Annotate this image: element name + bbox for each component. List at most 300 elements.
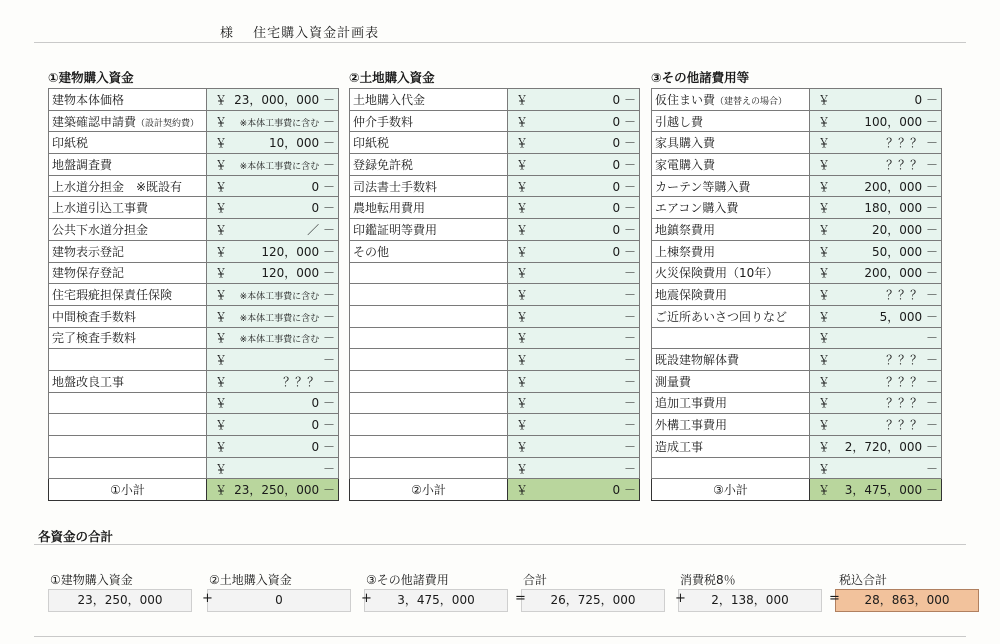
amount-wrapper bbox=[886, 156, 938, 173]
yen-symbol: ￥ bbox=[516, 418, 529, 433]
amount-wrapper bbox=[312, 199, 335, 216]
yen-symbol: ￥ bbox=[818, 309, 831, 324]
item-label-cell bbox=[652, 370, 810, 392]
summary-value: 3，475，000 bbox=[364, 589, 508, 612]
amount-dash: － bbox=[925, 374, 938, 389]
amount-dash: － bbox=[623, 266, 636, 281]
amount-wrapper bbox=[620, 460, 636, 477]
table-row bbox=[652, 110, 942, 132]
amount-cell bbox=[810, 240, 942, 262]
item-label-cell bbox=[49, 110, 207, 132]
item-label: カーテン等購入費 bbox=[655, 179, 751, 194]
yen-symbol: ￥ bbox=[215, 114, 228, 129]
yen-symbol: ￥ bbox=[516, 114, 529, 129]
item-label: エアコン購入費 bbox=[655, 201, 739, 216]
amount-dash: － bbox=[623, 157, 636, 172]
item-label: 地鎮祭費用 bbox=[655, 222, 716, 237]
amount-wrapper bbox=[620, 394, 636, 411]
item-label-cell bbox=[652, 349, 810, 371]
item-label-cell bbox=[49, 262, 207, 284]
amount-dash: － bbox=[322, 157, 335, 172]
amount-cell bbox=[810, 349, 942, 371]
amount-cell bbox=[508, 392, 640, 414]
amount-cell bbox=[810, 262, 942, 284]
yen-symbol: ￥ bbox=[818, 244, 831, 259]
table-row bbox=[49, 392, 339, 414]
yen-symbol: ￥ bbox=[215, 374, 228, 389]
amount-dash: － bbox=[322, 114, 335, 129]
plus-sign: + bbox=[675, 591, 686, 606]
amount-value: 200，000 bbox=[864, 179, 923, 194]
amount-wrapper bbox=[886, 416, 938, 433]
amount-dash: － bbox=[925, 288, 938, 303]
table-row bbox=[49, 219, 339, 241]
amount-wrapper bbox=[283, 373, 335, 390]
yen-symbol: ￥ bbox=[516, 331, 529, 346]
amount-dash: － bbox=[925, 92, 938, 107]
item-label-cell bbox=[652, 327, 810, 349]
amount-wrapper bbox=[613, 178, 636, 195]
yen-symbol: ￥ bbox=[215, 266, 228, 281]
yen-symbol: ￥ bbox=[516, 374, 529, 389]
table-row bbox=[652, 197, 942, 219]
item-label-cell bbox=[49, 132, 207, 154]
amount-value: 10，000 bbox=[268, 136, 320, 151]
amount-dash: － bbox=[623, 114, 636, 129]
item-label: 印鑑証明等費用 bbox=[353, 222, 438, 237]
table-row bbox=[652, 436, 942, 458]
table-row bbox=[350, 305, 640, 327]
amount-cell bbox=[810, 175, 942, 197]
item-label-cell bbox=[652, 436, 810, 458]
table-row bbox=[350, 175, 640, 197]
amount-dash: － bbox=[925, 114, 938, 129]
section-title: ①建物購入資金 bbox=[48, 70, 134, 85]
amount-wrapper bbox=[312, 394, 335, 411]
amount-dash: － bbox=[322, 201, 335, 216]
amount-value: 120，000 bbox=[261, 244, 320, 259]
amount-wrapper bbox=[620, 416, 636, 433]
item-label-cell bbox=[652, 414, 810, 436]
item-label-cell bbox=[49, 305, 207, 327]
page-title bbox=[220, 22, 379, 41]
amount-value: 20，000 bbox=[871, 222, 923, 237]
amount-cell bbox=[508, 89, 640, 111]
item-label: 造成工事 bbox=[655, 439, 704, 454]
item-label-cell bbox=[49, 457, 207, 479]
item-label-cell bbox=[49, 284, 207, 306]
yen-symbol: ￥ bbox=[818, 114, 831, 129]
item-label-note: （建替えの場合） bbox=[715, 96, 788, 107]
amount-wrapper bbox=[886, 351, 938, 368]
table-row bbox=[350, 240, 640, 262]
item-label-cell bbox=[350, 132, 508, 154]
table-row bbox=[350, 110, 640, 132]
subtotal-value-cell bbox=[207, 479, 339, 501]
yen-symbol: ￥ bbox=[818, 461, 831, 476]
table-row bbox=[350, 327, 640, 349]
amount-dash: － bbox=[925, 201, 938, 216]
amount-wrapper bbox=[613, 199, 636, 216]
amount-value: 0 bbox=[612, 222, 621, 237]
yen-symbol: ￥ bbox=[215, 222, 228, 237]
table-row bbox=[652, 219, 942, 241]
table-row bbox=[350, 392, 640, 414]
amount-cell bbox=[508, 197, 640, 219]
amount-dash: － bbox=[925, 483, 938, 498]
amount-dash: － bbox=[925, 222, 938, 237]
amount-value: 0 bbox=[612, 114, 621, 129]
amount-dash: － bbox=[322, 288, 335, 303]
amount-dash: － bbox=[623, 136, 636, 151]
amount-cell bbox=[207, 132, 339, 154]
yen-symbol: ￥ bbox=[818, 222, 831, 237]
amount-wrapper bbox=[613, 91, 636, 108]
table-row bbox=[49, 327, 339, 349]
amount-dash: － bbox=[623, 374, 636, 389]
amount-cell bbox=[508, 305, 640, 327]
amount-dash: － bbox=[322, 309, 335, 324]
amount-value: ？？？ bbox=[283, 374, 320, 389]
equals-sign: = bbox=[515, 591, 526, 606]
summary-label: 合計 bbox=[523, 573, 548, 587]
amount-wrapper bbox=[613, 134, 636, 151]
yen-symbol: ￥ bbox=[818, 396, 831, 411]
amount-wrapper bbox=[613, 481, 636, 498]
amount-dash: － bbox=[322, 396, 335, 411]
summary-label: ①建物購入資金 bbox=[50, 573, 133, 587]
amount-wrapper bbox=[620, 351, 636, 368]
plus-sign: + bbox=[361, 591, 372, 606]
amount-dash: － bbox=[623, 222, 636, 237]
amount-cell bbox=[508, 219, 640, 241]
amount-dash: － bbox=[623, 439, 636, 454]
yen-symbol: ￥ bbox=[818, 374, 831, 389]
amount-cell bbox=[810, 414, 942, 436]
item-label-cell bbox=[652, 132, 810, 154]
amount-dash: － bbox=[322, 179, 335, 194]
item-label-cell bbox=[652, 262, 810, 284]
table-row bbox=[49, 349, 339, 371]
item-label-cell bbox=[350, 175, 508, 197]
table-row bbox=[652, 327, 942, 349]
item-label: 土地購入代金 bbox=[353, 92, 426, 107]
amount-cell bbox=[810, 305, 942, 327]
amount-dash: － bbox=[925, 179, 938, 194]
item-label: 家電購入費 bbox=[655, 157, 716, 172]
amount-cell bbox=[207, 305, 339, 327]
item-label-cell bbox=[49, 349, 207, 371]
amount-value: 0 bbox=[311, 439, 320, 454]
amount-value: 2，720，000 bbox=[844, 439, 923, 454]
item-label-cell bbox=[652, 392, 810, 414]
item-label-cell bbox=[49, 154, 207, 176]
item-label: 既設建物解体費 bbox=[655, 353, 740, 368]
table-row bbox=[49, 370, 339, 392]
item-label: ②小計 bbox=[411, 483, 446, 498]
amount-wrapper bbox=[234, 481, 335, 498]
amount-value: 0 bbox=[914, 92, 923, 107]
amount-cell bbox=[207, 89, 339, 111]
amount-wrapper bbox=[312, 438, 335, 455]
yen-symbol: ￥ bbox=[818, 266, 831, 281]
amount-wrapper bbox=[261, 243, 335, 260]
footer-divider bbox=[34, 636, 966, 637]
amount-wrapper bbox=[240, 156, 335, 173]
amount-dash: － bbox=[322, 222, 335, 237]
subtotal-label bbox=[652, 479, 810, 501]
amount-dash: － bbox=[925, 244, 938, 259]
subtotal-row bbox=[652, 479, 942, 501]
amount-value: 0 bbox=[612, 483, 621, 498]
table-row bbox=[350, 154, 640, 176]
item-label-cell bbox=[49, 414, 207, 436]
table-row bbox=[652, 305, 942, 327]
amount-wrapper bbox=[620, 329, 636, 346]
item-label-cell bbox=[350, 284, 508, 306]
amount-wrapper bbox=[620, 308, 636, 325]
amount-dash: － bbox=[925, 418, 938, 433]
item-label: その他 bbox=[353, 244, 390, 259]
amount-dash: － bbox=[623, 92, 636, 107]
amount-dash: － bbox=[322, 266, 335, 281]
amount-cell bbox=[508, 327, 640, 349]
amount-dash: － bbox=[623, 244, 636, 259]
amount-dash: － bbox=[623, 461, 636, 476]
amount-wrapper bbox=[922, 329, 938, 346]
item-label-cell bbox=[350, 349, 508, 371]
item-label-cell bbox=[350, 436, 508, 458]
yen-symbol: ￥ bbox=[516, 461, 529, 476]
amount-cell bbox=[207, 219, 339, 241]
summary-value: 2，138，000 bbox=[678, 589, 822, 612]
item-label-cell bbox=[350, 262, 508, 284]
amount-cell bbox=[810, 154, 942, 176]
title-text: 住宅購入資金計画表 bbox=[253, 26, 380, 41]
subtotal-row bbox=[49, 479, 339, 501]
subtotal-value-cell bbox=[508, 479, 640, 501]
yen-symbol: ￥ bbox=[818, 353, 831, 368]
item-label-cell bbox=[49, 175, 207, 197]
item-label-cell bbox=[49, 219, 207, 241]
item-label-cell bbox=[652, 284, 810, 306]
grand-total-value: 28，863，000 bbox=[835, 589, 979, 612]
item-label: 建築確認申請費 bbox=[52, 114, 137, 129]
item-label: 司法書士手数料 bbox=[353, 179, 438, 194]
amount-wrapper bbox=[307, 221, 335, 238]
amount-wrapper bbox=[864, 199, 938, 216]
summary-label: ②土地購入資金 bbox=[209, 573, 292, 587]
item-label-cell bbox=[652, 457, 810, 479]
item-label-cell bbox=[350, 392, 508, 414]
amount-cell bbox=[508, 175, 640, 197]
amount-note: ※本体工事費に含む bbox=[239, 335, 320, 346]
amount-wrapper bbox=[240, 329, 335, 346]
table-row bbox=[350, 89, 640, 111]
yen-symbol: ￥ bbox=[516, 92, 529, 107]
amount-value: 0 bbox=[311, 396, 320, 411]
item-label-cell bbox=[49, 89, 207, 111]
amount-value: ？？？ bbox=[886, 353, 923, 368]
item-label: ①小計 bbox=[110, 483, 145, 498]
table-row bbox=[350, 436, 640, 458]
item-label-cell bbox=[350, 219, 508, 241]
yen-symbol: ￥ bbox=[818, 331, 831, 346]
amount-dash: － bbox=[322, 353, 335, 368]
yen-symbol: ￥ bbox=[516, 244, 529, 259]
table-row bbox=[49, 132, 339, 154]
table-row bbox=[652, 89, 942, 111]
item-label: 引越し費 bbox=[655, 114, 704, 129]
yen-symbol: ￥ bbox=[215, 201, 228, 216]
amount-wrapper bbox=[261, 264, 335, 281]
amount-cell bbox=[207, 457, 339, 479]
yen-symbol: ￥ bbox=[215, 244, 228, 259]
amount-dash: － bbox=[623, 483, 636, 498]
yen-symbol: ￥ bbox=[215, 439, 228, 454]
amount-dash: － bbox=[322, 374, 335, 389]
amount-dash: － bbox=[925, 396, 938, 411]
yen-symbol: ￥ bbox=[215, 288, 228, 303]
amount-value: ／ bbox=[307, 222, 320, 237]
table-row bbox=[652, 284, 942, 306]
amount-cell bbox=[508, 110, 640, 132]
summary-value: 0 bbox=[207, 589, 351, 612]
table-row bbox=[49, 175, 339, 197]
amount-dash: － bbox=[322, 136, 335, 151]
amount-cell bbox=[508, 436, 640, 458]
amount-dash: － bbox=[925, 266, 938, 281]
summary-label: 税込合計 bbox=[839, 573, 888, 587]
amount-wrapper bbox=[886, 134, 938, 151]
amount-note: ※本体工事費に含む bbox=[239, 292, 320, 303]
plus-sign: + bbox=[202, 591, 213, 606]
item-label: 住宅瑕疵担保責任保険 bbox=[52, 288, 173, 303]
item-label: 上棟祭費用 bbox=[655, 244, 716, 259]
table-row bbox=[652, 154, 942, 176]
amount-dash: － bbox=[925, 439, 938, 454]
table-row bbox=[350, 284, 640, 306]
amount-cell bbox=[508, 262, 640, 284]
amount-wrapper bbox=[240, 286, 335, 303]
table-row bbox=[49, 436, 339, 458]
amount-wrapper bbox=[845, 481, 938, 498]
amount-wrapper bbox=[886, 373, 938, 390]
yen-symbol: ￥ bbox=[516, 222, 529, 237]
amount-cell bbox=[207, 327, 339, 349]
yen-symbol: ￥ bbox=[818, 157, 831, 172]
table-row bbox=[49, 305, 339, 327]
item-label: 建物保存登記 bbox=[52, 266, 125, 281]
item-label: 地盤調査費 bbox=[52, 157, 113, 172]
amount-value: 0 bbox=[612, 244, 621, 259]
amount-value: 5，000 bbox=[879, 309, 923, 324]
item-label-cell bbox=[652, 240, 810, 262]
table-row bbox=[350, 349, 640, 371]
item-label-cell bbox=[49, 327, 207, 349]
table-row bbox=[652, 132, 942, 154]
amount-dash: － bbox=[322, 244, 335, 259]
item-label: 家具購入費 bbox=[655, 136, 716, 151]
amount-cell bbox=[207, 370, 339, 392]
item-label: 追加工事費用 bbox=[655, 396, 728, 411]
amount-wrapper bbox=[234, 91, 335, 108]
item-label: 建物表示登記 bbox=[52, 244, 125, 259]
amount-value: ？？？ bbox=[886, 157, 923, 172]
yen-symbol: ￥ bbox=[516, 157, 529, 172]
amount-value: 180，000 bbox=[864, 201, 923, 216]
item-label-cell bbox=[652, 305, 810, 327]
item-label-cell bbox=[49, 197, 207, 219]
table-row bbox=[652, 240, 942, 262]
amount-dash: － bbox=[623, 418, 636, 433]
amount-value: 0 bbox=[612, 201, 621, 216]
yen-symbol: ￥ bbox=[215, 157, 228, 172]
table-row bbox=[652, 349, 942, 371]
amount-value: 0 bbox=[311, 201, 320, 216]
amount-dash: － bbox=[322, 461, 335, 476]
yen-symbol: ￥ bbox=[215, 353, 228, 368]
amount-note: ※本体工事費に含む bbox=[239, 313, 320, 324]
amount-note: ※本体工事費に含む bbox=[239, 161, 320, 172]
amount-dash: － bbox=[623, 288, 636, 303]
amount-wrapper bbox=[240, 113, 335, 130]
amount-dash: － bbox=[623, 309, 636, 324]
yen-symbol: ￥ bbox=[516, 179, 529, 194]
yen-symbol: ￥ bbox=[818, 136, 831, 151]
amount-dash: － bbox=[322, 483, 335, 498]
cost-table bbox=[48, 88, 339, 501]
amount-value: 0 bbox=[311, 418, 320, 433]
item-label-cell bbox=[652, 175, 810, 197]
amount-wrapper bbox=[620, 373, 636, 390]
yen-symbol: ￥ bbox=[516, 439, 529, 454]
amount-cell bbox=[207, 284, 339, 306]
table-row bbox=[49, 110, 339, 132]
table-row bbox=[350, 132, 640, 154]
amount-value: 0 bbox=[612, 179, 621, 194]
amount-cell bbox=[207, 110, 339, 132]
yen-symbol: ￥ bbox=[818, 179, 831, 194]
yen-symbol: ￥ bbox=[215, 483, 228, 498]
amount-dash: － bbox=[623, 179, 636, 194]
yen-symbol: ￥ bbox=[818, 439, 831, 454]
amount-wrapper bbox=[613, 243, 636, 260]
amount-value: 23，250，000 bbox=[234, 483, 320, 498]
item-label-cell bbox=[350, 197, 508, 219]
table-row bbox=[652, 175, 942, 197]
item-label: 農地転用費用 bbox=[353, 201, 426, 216]
item-label: 建物本体価格 bbox=[52, 92, 125, 107]
amount-cell bbox=[810, 436, 942, 458]
amount-value: ？？？ bbox=[886, 396, 923, 411]
amount-dash: － bbox=[322, 439, 335, 454]
yen-symbol: ￥ bbox=[818, 288, 831, 303]
item-label: 上水道分担金 ※既設有 bbox=[52, 179, 183, 194]
amount-dash: － bbox=[322, 331, 335, 346]
amount-cell bbox=[207, 349, 339, 371]
amount-value: ？？？ bbox=[886, 374, 923, 389]
item-label: 仮住まい費 bbox=[655, 92, 716, 107]
amount-cell bbox=[207, 175, 339, 197]
item-label: 完了検査手数料 bbox=[52, 331, 137, 346]
summary-divider bbox=[34, 544, 966, 545]
amount-value: 23，000，000 bbox=[234, 92, 320, 107]
item-label-cell bbox=[350, 327, 508, 349]
item-label-cell bbox=[652, 197, 810, 219]
yen-symbol: ￥ bbox=[215, 309, 228, 324]
amount-cell bbox=[508, 349, 640, 371]
